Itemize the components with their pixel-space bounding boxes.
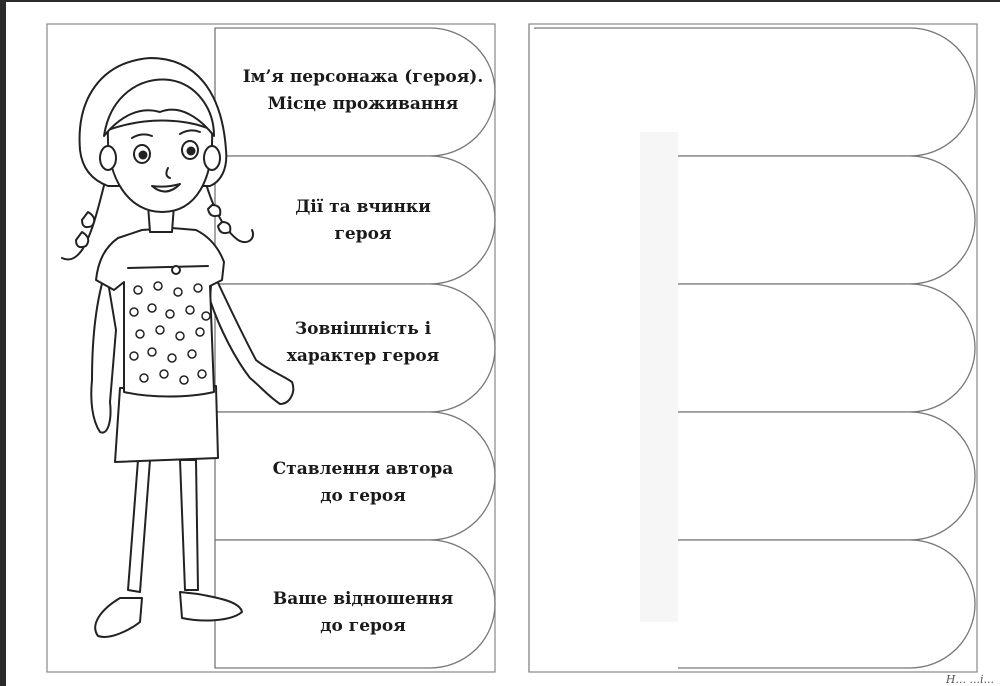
right-petal-5 xyxy=(678,540,975,668)
label-actions: Дії та вчинки героя xyxy=(295,197,431,244)
label-appearance: Зовнішність і характер героя xyxy=(286,319,440,366)
label-your-attitude: Ваше відношення до героя xyxy=(272,589,454,636)
right-stem xyxy=(640,132,678,622)
right-petal-4 xyxy=(678,412,975,540)
footer-text: Н... ...і... xyxy=(945,673,994,686)
label-character-name: Ім’я персонажа (героя). Місце проживання xyxy=(242,67,484,114)
label-author-attitude: Ставлення автора до героя xyxy=(272,459,454,506)
right-petal-2 xyxy=(678,156,975,284)
right-petal-3 xyxy=(678,284,975,412)
